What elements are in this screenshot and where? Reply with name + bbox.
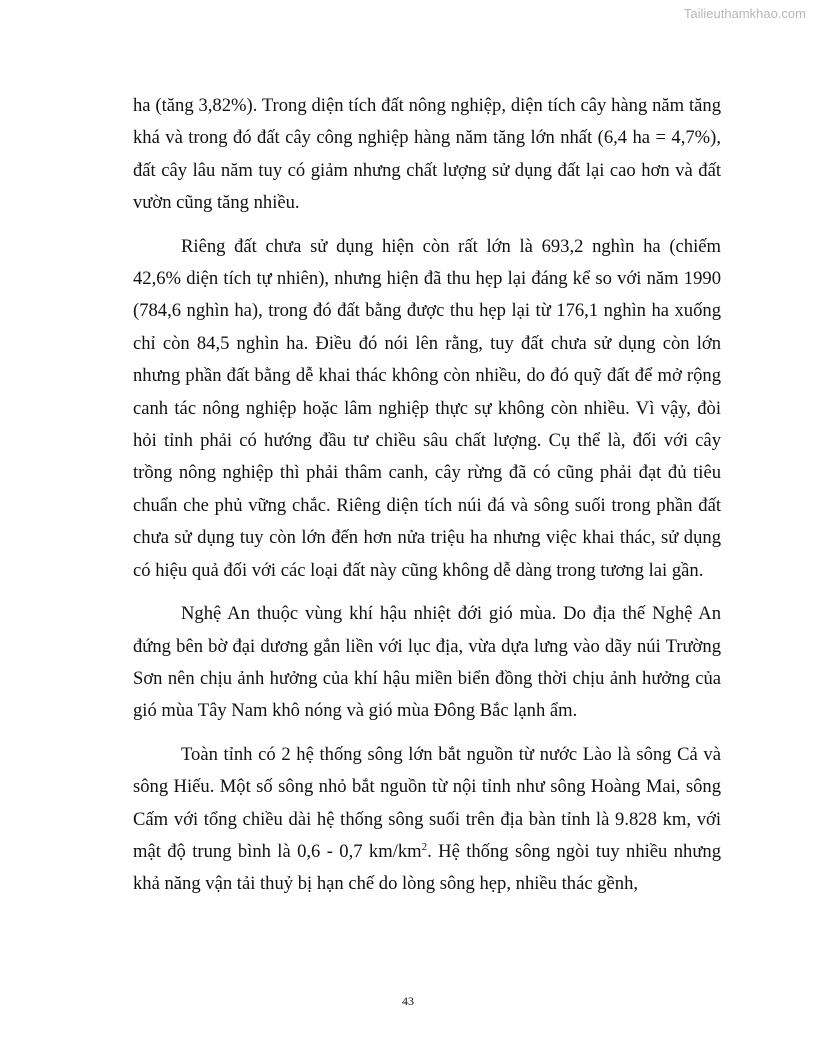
body-text [133, 90, 721, 912]
page-number: 43 [402, 994, 414, 1008]
watermark: Tailieuthamkhao.com [683, 6, 806, 21]
rivers-text-end: . Hệ thống sông ngòi tuy nhiều nhưng khả năng vận tải thuỷ bị hạn chế do lòng sông hẹp, nhiều thác gềnh, [133, 840, 721, 895]
rivers-text-start: Toàn tỉnh có 2 hệ thống sông lớn bắt nguồn từ nước Lào là sông Cả và sông Hiếu. Một số sông nhỏ bắt nguồn từ nội tỉnh như sông Hoàng Mai, sông Cấm với tổng chiều dài hệ thống sông suối trên địa bàn tỉnh là 9.828 km, với mật độ trung bình là 0,6 - 0,7 km/km [133, 743, 721, 862]
paragraph-climate: Nghệ An thuộc vùng khí hậu nhiệt đới gió mùa. Do địa thế Nghệ An đứng bên bờ đại dương gắn liền với lục địa, vừa dựa lưng vào dãy núi Trường Sơn nên chịu ảnh hưởng của khí hậu miền biển đồng thời chịu ảnh hưởng của gió mùa Tây Nam khô nóng và gió mùa Đông Bắc lạnh ẩm. [133, 603, 721, 722]
paragraph-unused-land: Riêng đất chưa sử dụng hiện còn rất lớn là 693,2 nghìn ha (chiếm 42,6% diện tích tự nhiên), nhưng hiện đã thu hẹp lại đáng kể so với năm 1990 (784,6 nghìn ha), trong đó đất bằng được thu hẹp lại từ 176,1 nghìn ha xuống chỉ còn 84,5 nghìn ha. Điều đó nói lên rằng, tuy đất chưa sử dụng còn lớn nhưng phần đất bằng dễ khai thác không còn nhiều, do đó quỹ đất để mở rộng canh tác nông nghiệp hoặc lâm nghiệp thực sự không còn nhiều. Vì vậy, đòi hỏi tỉnh phải có hướng đầu tư chiều sâu chất lượng. Cụ thể là, đối với cây trồng nông nghiệp thì phải thâm canh, cây rừng đã có cũng phải đạt đủ tiêu chuẩn che phủ vững chắc. Riêng diện tích núi đá và sông suối trong phần đất chưa sử dụng tuy còn lớn đến hơn nửa triệu ha nhưng việc khai thác, sử dụng có hiệu quả đối với các loại đất này cũng không dễ dàng trong tương lai gần. [133, 235, 721, 581]
paragraph-continuation: ha (tăng 3,82%). Trong diện tích đất nông nghiệp, diện tích cây hàng năm tăng khá và trong đó đất cây công nghiệp hàng năm tăng lớn nhất (6,4 ha = 4,7%), đất cây lâu năm tuy có giảm nhưng chất lượng sử dụng đất lại cao hơn và đất vườn cũng tăng nhiều. [133, 95, 721, 214]
paragraph-rivers [133, 739, 721, 901]
superscript-exponent: 2 [421, 840, 428, 853]
